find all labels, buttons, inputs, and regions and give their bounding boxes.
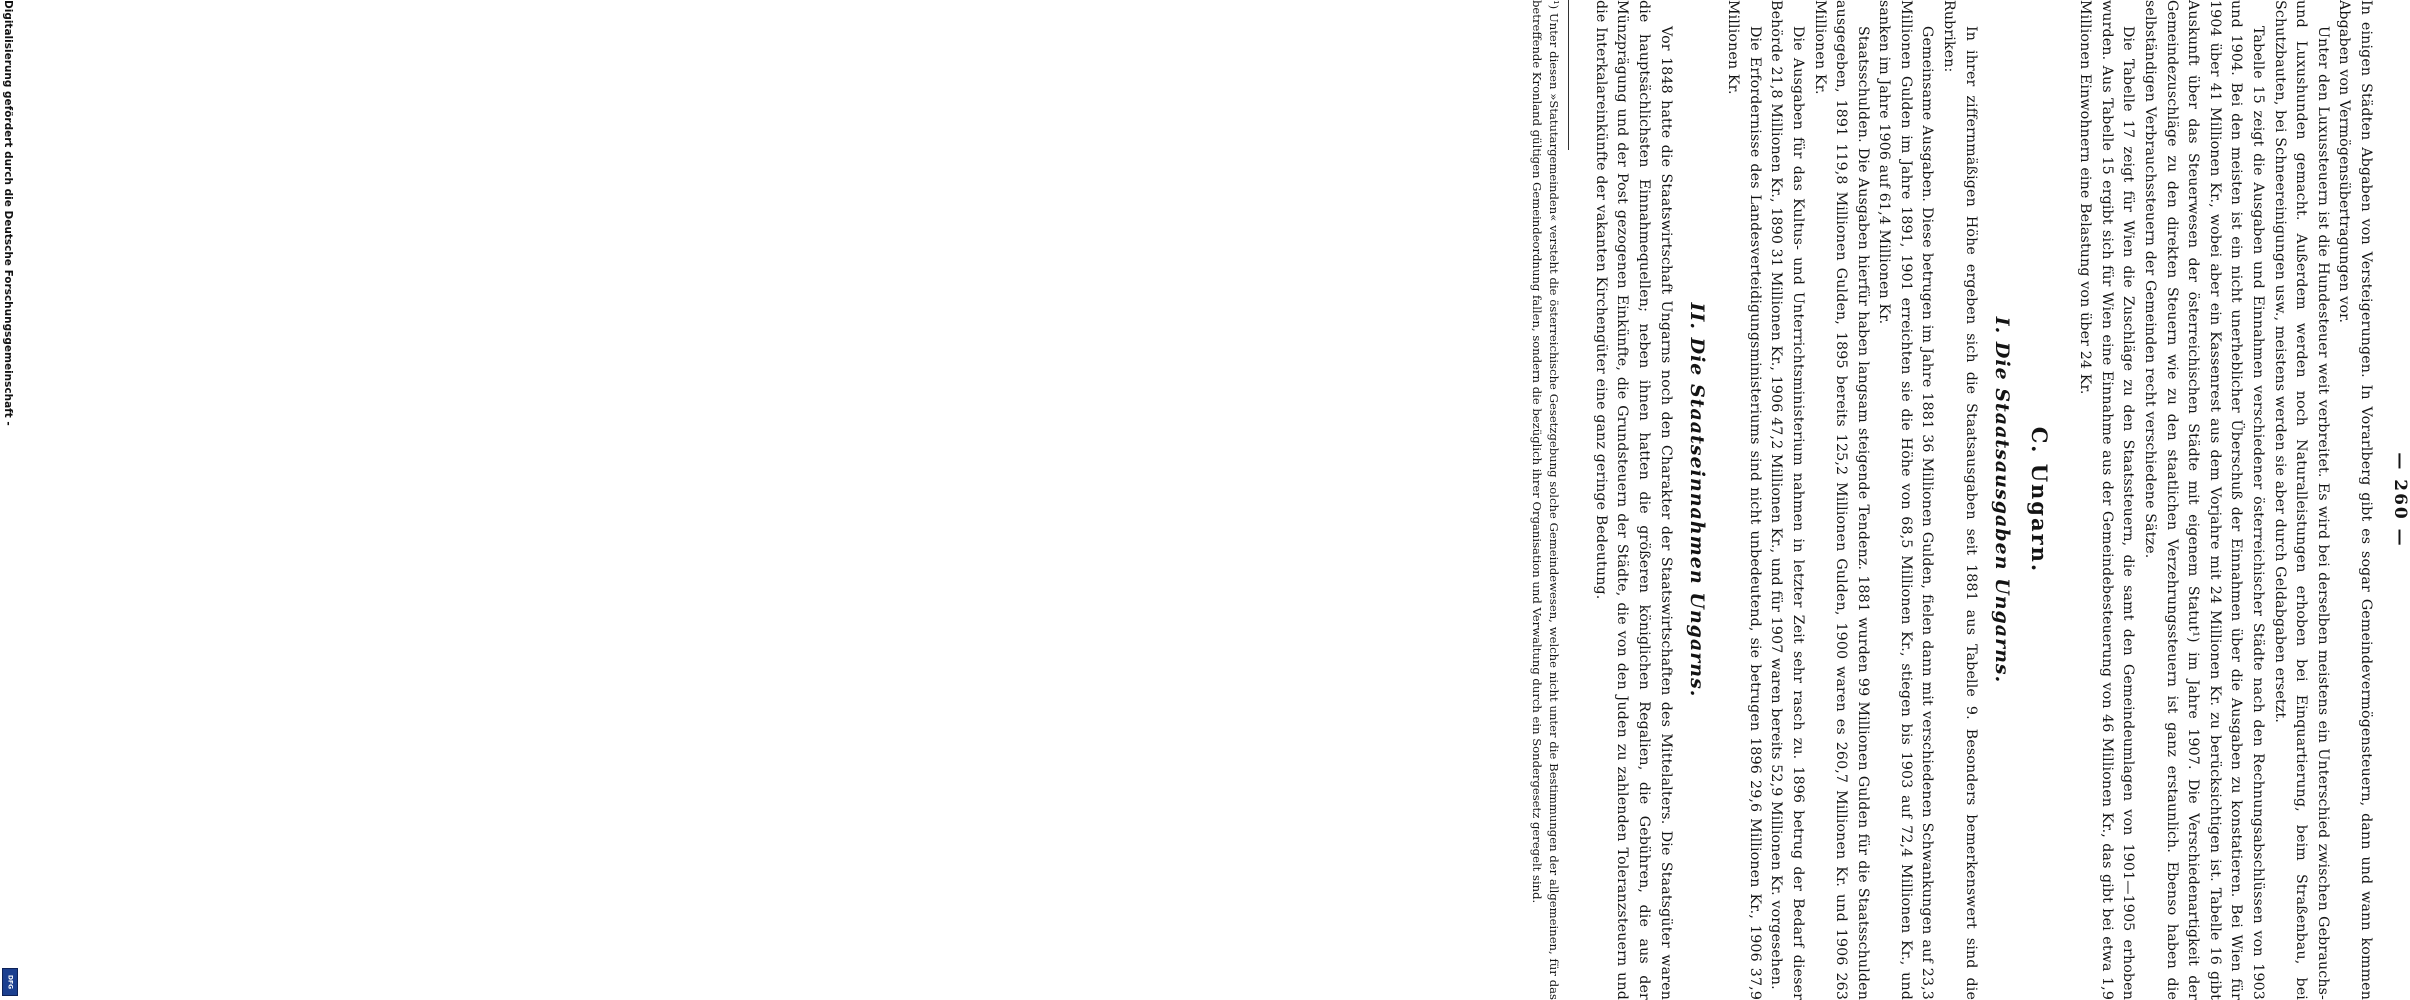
page-number: — 260 — (2390, 452, 2410, 548)
rotated-page-body (1280, 0, 2410, 1000)
page-text-block (1280, 0, 2410, 1000)
digitization-credit (0, 0, 20, 1000)
paragraph: In ihrer ziffernmäßigen Höhe ergeben sich die Staatsausgaben seit 1881 aus Tabelle 9. Besonders bemerkenswert sind die Rubriken: (1941, 0, 1979, 1000)
section-title: C. Ungarn. (2026, 426, 2052, 574)
paragraph: Unter den Luxussteuern ist die Hundesteuer weit verbreitet. Es wird bei derselben meistens ein Unterschied zwischen Gebrauchs- und Luxushunden gemacht. Außerdem werden noch Naturalleistungen erhoben bei Einquartierung, beim Straßenbau, bei Schutzbauten, bei Schneereinigungen usw., meistens werden sie aber durch Geldabgaben ersetzt. (2271, 0, 2331, 1000)
paragraph: Staatsschulden. Die Ausgaben hierfür haben langsam steigende Tendenz. 1881 wurden 99 Millionen Gulden für die Staatsschulden ausgegeben, 1891 119,8 Millionen Gulden, 1895 bereits 125,2 Millionen Gulden, 1900 waren es 260,7 Millionen Kr. und 1906 263 Millionen Kr. (1811, 0, 1871, 1000)
subsection-title: II. Die Staatseinnahmen Ungarns. (1685, 302, 1708, 698)
paragraph: In einigen Städten Abgaben von Versteigerungen. In Vorarlberg gibt es sogar Gemeindevermögensteuern, dann und wann kommen Abgaben von Vermögensübertragungen vor. (2336, 0, 2374, 1000)
footnote: ¹) Unter diesen »Statutargemeinden« versteht die österreichische Gesetzgebung solche Gemeindewesen, welche nicht unter die Bestimmungen der allgemeinen, für das betreffende Kronland gültigen Gemeindeordnung fallen, sondern die bezüglich ihrer Organisation und Verwaltung durch ein Sondergesetz geregelt sind. (1530, 0, 1562, 1000)
credit-text: Digitalisierung gefördert durch die Deutsche Forschungsgemeinschaft - (2, 0, 14, 426)
paragraph: Gemeinsame Ausgaben. Diese betrugen im Jahre 1881 36 Millionen Gulden, fielen dann mit verschiedenen Schwankungen auf 23,3 Millionen Gulden im Jahre 1891, 1901 erreichten sie die Höhe von 68,5 Millionen Kr., stiegen bis 1903 auf 72,4 Millionen Kr., und sanken im Jahre 1906 auf 61,4 Millionen Kr. (1876, 0, 1936, 1000)
dfg-logo-text: DFG (6, 974, 14, 989)
dfg-logo (2, 968, 18, 996)
paragraph: Die Erfordernisse des Landesverteidigungsministeriums sind nicht unbedeutend, sie betrugen 1896 29,6 Millionen Kr., 1906 37,9 Millionen Kr. (1725, 0, 1763, 1000)
subsection-title: I. Die Staatsausgaben Ungarns. (1990, 316, 2013, 684)
paragraph: Vor 1848 hatte die Staatswirtschaft Ungarns noch den Charakter der Staatswirtschaften des Mittelalters. Die Staatsgüter waren die hauptsächlichsten Einnahmequellen; neben ihnen hatten die größeren königlichen Regalien, die Gebühren, die aus der Münzprägung und der Post gezogenen Einkünfte, die Grundsteuern der Städte, die von den Juden zu zahlenden Toleranzsteuern und die Interkalareinkünfte der vakanten Kirchengüter eine ganz geringe Bedeutung. (1592, 0, 1674, 1000)
paragraph: Die Tabelle 17 zeigt für Wien die Zuschläge zu den Staatssteuern, die samt den Gemeindeumlagen von 1901—1905 erhoben wurden. Aus Tabelle 15 ergibt sich für Wien eine Einnahme aus der Gemeindebesteuerung von 46 Millionen Kr., das gibt bei etwa 1,9 Millionen Einwohnern eine Belastung von über 24 Kr. (2077, 0, 2137, 1000)
paragraph: Tabelle 15 zeigt die Ausgaben und Einnahmen verschiedener österreichischer Städte nach den Rechnungsabschlüssen von 1903 und 1904. Bei den meisten ist ein nicht unerheblicher Überschuß der Einnahmen über die Ausgaben zu konstatieren. Bei Wien für 1904 über 41 Millionen Kr., wobei aber ein Kassenrest aus dem Vorjahre mit 24 Millionen Kr. zu berücksichtigen ist. Tabelle 16 gibt Auskunft über das Steuerwesen der österreichischen Städte mit eigenem Statut¹) im Jahre 1907. Die Verschiedenartigkeit der Gemeindezuschläge zu den direkten Steuern wie zu den staatlichen Verzehrungssteuern ist ganz erstaunlich. Ebenso haben die selbständigen Verbrauchssteuern der Gemeinden recht verschiedene Sätze. (2142, 0, 2267, 1000)
paragraph: Die Ausgaben für das Kultus- und Unterrichtsministerium nahmen in letzter Zeit sehr rasch zu. 1896 betrug der Bedarf dieser Behörde 21,8 Millionen Kr., 1890 31 Millionen Kr., 1906 47,2 Millionen Kr., und für 1907 waren bereits 52,9 Millionen Kr. vorgesehen. (1768, 0, 1806, 1000)
footnote-divider (1568, 0, 1569, 150)
